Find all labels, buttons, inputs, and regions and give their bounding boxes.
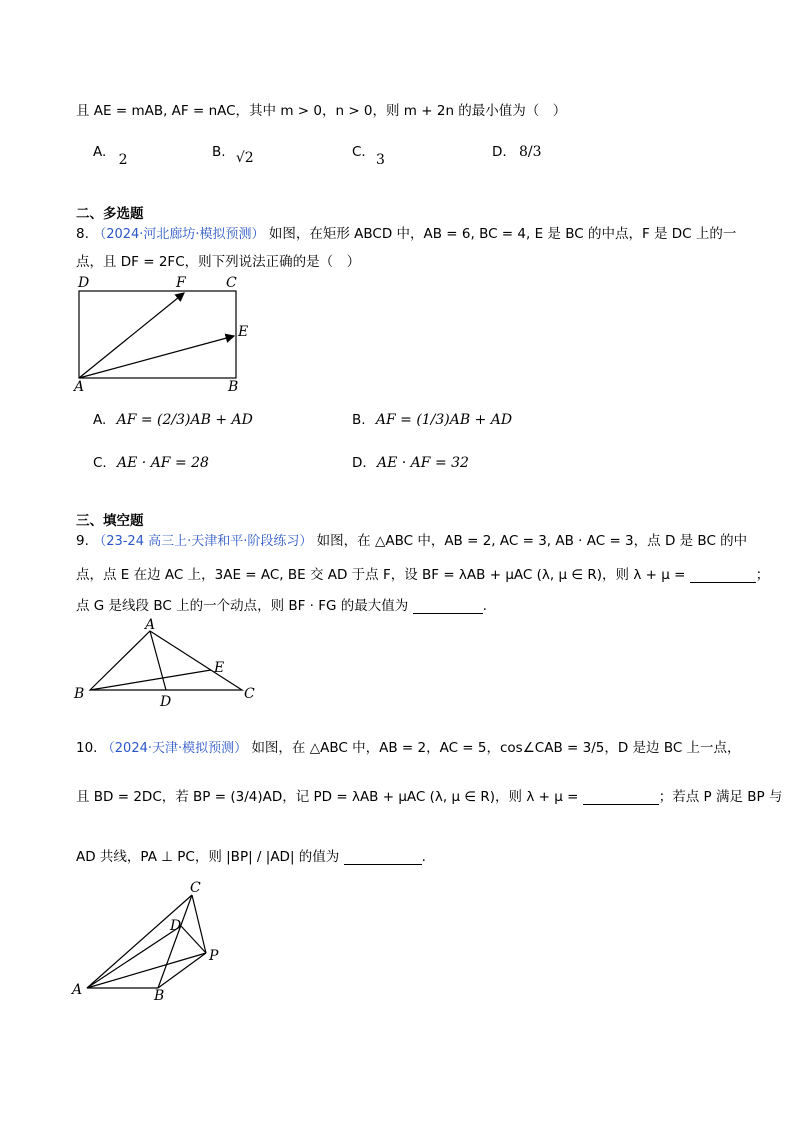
q10-label-c: C xyxy=(190,880,201,896)
q8-line1-text: 如图，在矩形 ABCD 中，AB = 6, BC = 4, E 是 BC 的中点，F 是 DC 上的一 xyxy=(268,226,737,242)
q8-label-d: D xyxy=(78,275,90,291)
q9-line1-text: 如图，在 △ABC 中，AB = 2, AC = 3, AB · AC = 3，点 D 是 BC 的中 xyxy=(316,533,748,549)
q8-label-f: F xyxy=(176,275,186,291)
q8-option-b[interactable] xyxy=(352,412,512,428)
q9-source: （23-24 高三上·天津和平·阶段练习） xyxy=(93,534,313,549)
q10-line1-text: 如图，在 △ABC 中，AB = 2，AC = 5，cos∠CAB = 3/5，D 是边 BC 上一点， xyxy=(251,740,741,756)
q9-line2 xyxy=(76,563,769,583)
q10-line3 xyxy=(76,845,426,865)
q10-segment-bc xyxy=(158,895,192,988)
q8-line1 xyxy=(76,222,736,242)
q8-label-e: E xyxy=(238,324,249,340)
q10-source: （2024·天津·模拟预测） xyxy=(101,741,248,756)
section-multi-choice-title: 二、多选题 xyxy=(76,206,144,222)
q10-label-d: D xyxy=(170,918,182,934)
q9-label-d: D xyxy=(160,694,172,708)
q7-option-a[interactable] xyxy=(93,144,128,168)
q10-segment-cp xyxy=(192,895,206,953)
q7-option-d[interactable] xyxy=(492,144,542,160)
q8-number: 8. xyxy=(76,226,89,242)
q7-option-c-value: 3 xyxy=(376,152,385,168)
q8-option-c-value: AE · AF = 28 xyxy=(117,455,209,471)
q9-line3-end: . xyxy=(482,598,487,614)
q9-line3-text: 点 G 是线段 BC 上的一个动点，则 BF · FG 的最大值为 xyxy=(76,598,409,614)
q10-label-p: P xyxy=(209,948,219,964)
q10-answer-blank-1[interactable] xyxy=(583,790,659,805)
q7-option-b-value: √2 xyxy=(235,150,254,166)
q9-line1 xyxy=(76,529,747,549)
q10-number: 10. xyxy=(76,740,98,756)
section-fill-blank-title: 三、填空题 xyxy=(76,513,144,529)
q9-segment-be xyxy=(90,670,211,690)
q9-number: 9. xyxy=(76,533,89,549)
q8-option-b-letter: B. xyxy=(352,412,366,428)
q7-option-c-letter: C. xyxy=(352,144,366,160)
q7-option-b[interactable] xyxy=(212,144,254,166)
q8-option-d-letter: D. xyxy=(352,455,367,471)
q9-answer-blank-2[interactable] xyxy=(413,599,483,614)
q8-option-c[interactable] xyxy=(93,455,209,471)
q9-line2-text: 点，点 E 在边 AC 上，3AE = AC, BE 交 AD 于点 F，设 BF = λAB + μAC (λ, μ ∈ R)，则 λ + μ = xyxy=(76,567,686,583)
q8-vector-ae xyxy=(79,336,234,378)
q9-label-c: C xyxy=(244,686,255,702)
q9-line3 xyxy=(76,594,487,614)
q9-answer-blank-1[interactable] xyxy=(690,568,756,583)
q7-option-a-value: 2 xyxy=(118,152,128,168)
q10-line2 xyxy=(76,785,782,805)
q8-label-a: A xyxy=(74,379,85,395)
q7-option-d-value: 8/3 xyxy=(518,144,542,160)
q8-option-c-letter: C. xyxy=(93,455,107,471)
q10-line2-text: 且 BD = 2DC，若 BP = (3/4)AD，记 PD = λAB + μAC (λ, μ ∈ R)，则 λ + μ = xyxy=(76,789,579,805)
q10-line2-end: ；若点 P 满足 BP 与 xyxy=(658,789,783,805)
q10-line3-text: AD 共线，PA ⊥ PC，则 |BP| / |AD| 的值为 xyxy=(76,849,340,865)
q8-option-a-value: AF = (2/3)AB + AD xyxy=(116,412,253,428)
q10-label-b: B xyxy=(154,988,165,1002)
q8-option-a-letter: A. xyxy=(93,412,107,428)
q10-line1 xyxy=(76,736,741,756)
q7-stem-text: 且 AE = mAB, AF = nAC，其中 m > 0，n > 0，则 m + 2n 的最小值为（ ） xyxy=(76,103,567,119)
q9-line2-end: ； xyxy=(755,567,770,583)
q9-label-a: A xyxy=(145,618,156,633)
q7-option-a-letter: A. xyxy=(93,144,107,160)
q10-label-a: A xyxy=(72,982,83,998)
q10-segment-bp xyxy=(158,953,206,988)
q10-answer-blank-2[interactable] xyxy=(344,850,422,865)
q8-rect-abcd xyxy=(79,291,236,378)
q10-segment-ap xyxy=(87,953,206,988)
q10-segment-ad xyxy=(87,926,181,988)
q10-line3-end: . xyxy=(421,849,426,865)
q8-rectangle-figure xyxy=(72,274,262,396)
q8-vector-af xyxy=(79,293,184,378)
q8-label-b: B xyxy=(228,379,239,395)
q7-option-d-letter: D. xyxy=(492,144,507,160)
q8-option-d[interactable] xyxy=(352,455,469,471)
q10-figure xyxy=(70,878,240,1002)
q8-label-c: C xyxy=(226,275,237,291)
q7-stem xyxy=(76,99,566,119)
q9-triangle-figure xyxy=(70,618,270,708)
q7-option-c[interactable] xyxy=(352,144,385,168)
q8-option-b-value: AF = (1/3)AB + AD xyxy=(375,412,513,428)
q9-label-b: B xyxy=(74,686,85,702)
q8-source: （2024·河北廊坊·模拟预测） xyxy=(93,227,265,242)
q8-option-a[interactable] xyxy=(93,412,253,428)
q8-line2: 点，且 DF = 2FC，则下列说法正确的是（ ） xyxy=(76,254,361,270)
q7-option-b-letter: B. xyxy=(212,144,226,160)
q8-option-d-value: AE · AF = 32 xyxy=(376,455,469,471)
q9-label-e: E xyxy=(214,660,225,676)
